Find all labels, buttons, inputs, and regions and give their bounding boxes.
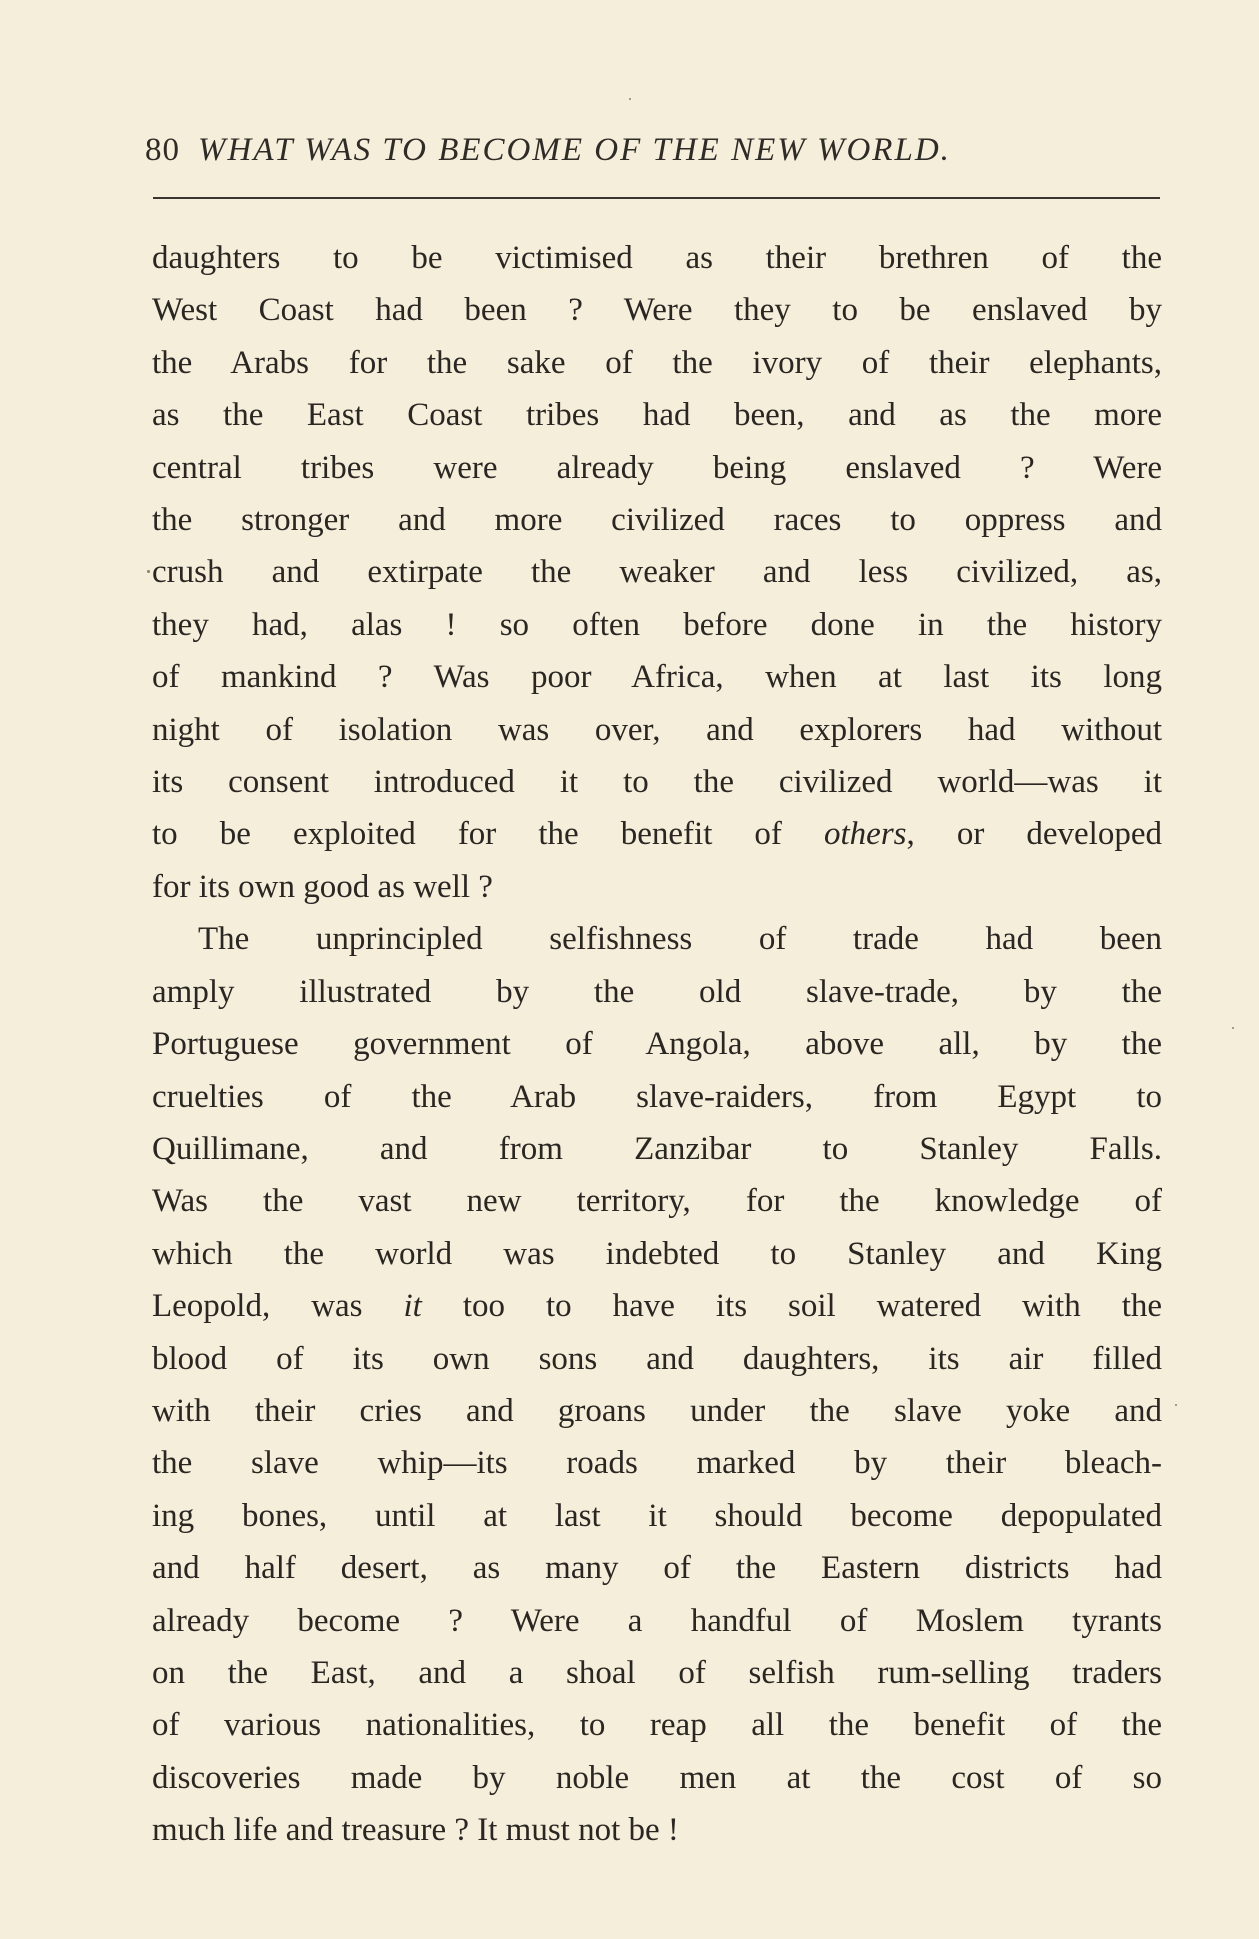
- text-line: blood of its own sons and daughters, its air filled: [152, 1340, 1162, 1377]
- paper-speck: [1175, 1404, 1177, 1406]
- text-line: amply illustrated by the old slave-trade, by the: [152, 973, 1162, 1010]
- running-title: WHAT WAS TO BECOME OF THE NEW WORLD.: [198, 132, 951, 168]
- italic-emphasis: it: [403, 1288, 422, 1325]
- text-line: central tribes were already being enslaved ? Were: [152, 449, 1162, 486]
- text-line: night of isolation was over, and explorers had without: [152, 711, 1162, 748]
- text-line: of mankind ? Was poor Africa, when at last its long: [152, 659, 1162, 696]
- text-line: much life and treasure ? It must not be !: [152, 1812, 679, 1849]
- paper-speck: [629, 98, 631, 100]
- text-line: Quillimane, and from Zanzibar to Stanley Falls.: [152, 1130, 1162, 1167]
- paper-speck: [147, 570, 150, 573]
- text-line: of various nationalities, to reap all the benefit of the: [152, 1707, 1162, 1744]
- text-line: ing bones, until at last it should become depopulated: [152, 1497, 1162, 1534]
- text-line: The unprincipled selfishness of trade had been: [198, 921, 1162, 958]
- header-rule: [153, 197, 1160, 199]
- text-line: with their cries and groans under the slave yoke and: [152, 1392, 1162, 1429]
- text-line: discoveries made by noble men at the cost of so: [152, 1759, 1162, 1796]
- text-line: crush and extirpate the weaker and less civilized, as,: [152, 554, 1162, 591]
- text-line: Was the vast new territory, for the knowledge of: [152, 1183, 1162, 1220]
- text-line: the slave whip—its roads marked by their bleach-: [152, 1445, 1162, 1482]
- italic-emphasis: others: [824, 816, 907, 853]
- text-line: to be exploited for the benefit of others, or developed: [152, 816, 1162, 853]
- text-line: its consent introduced it to the civilized world—was it: [152, 764, 1162, 801]
- body-text: [152, 232, 1162, 1857]
- text-line: which the world was indebted to Stanley and King: [152, 1235, 1162, 1272]
- text-line: they had, alas ! so often before done in the history: [152, 606, 1162, 643]
- text-line: the Arabs for the sake of the ivory of their elephants,: [152, 344, 1162, 381]
- text-line: as the East Coast tribes had been, and as the more: [152, 397, 1162, 434]
- text-line: daughters to be victimised as their brethren of the: [152, 240, 1162, 276]
- running-header: [145, 132, 1155, 182]
- text-line: already become ? Were a handful of Moslem tyrants: [152, 1602, 1162, 1639]
- paper-speck: [1232, 1027, 1234, 1029]
- text-line: the stronger and more civilized races to oppress and: [152, 502, 1162, 539]
- text-line: and half desert, as many of the Eastern districts had: [152, 1550, 1162, 1587]
- text-line: Leopold, was it too to have its soil watered with the: [152, 1288, 1163, 1325]
- text-line: West Coast had been ? Were they to be enslaved by: [152, 292, 1162, 329]
- text-line: cruelties of the Arab slave-raiders, from Egypt to: [152, 1078, 1162, 1115]
- paragraph: [152, 913, 1162, 1856]
- page-number: 80: [145, 132, 180, 168]
- text-line: on the East, and a shoal of selfish rum-selling traders: [152, 1654, 1162, 1691]
- paragraph: [152, 232, 1162, 913]
- text-line: for its own good as well ?: [152, 868, 493, 905]
- text-line: Portuguese government of Angola, above all, by the: [152, 1026, 1162, 1063]
